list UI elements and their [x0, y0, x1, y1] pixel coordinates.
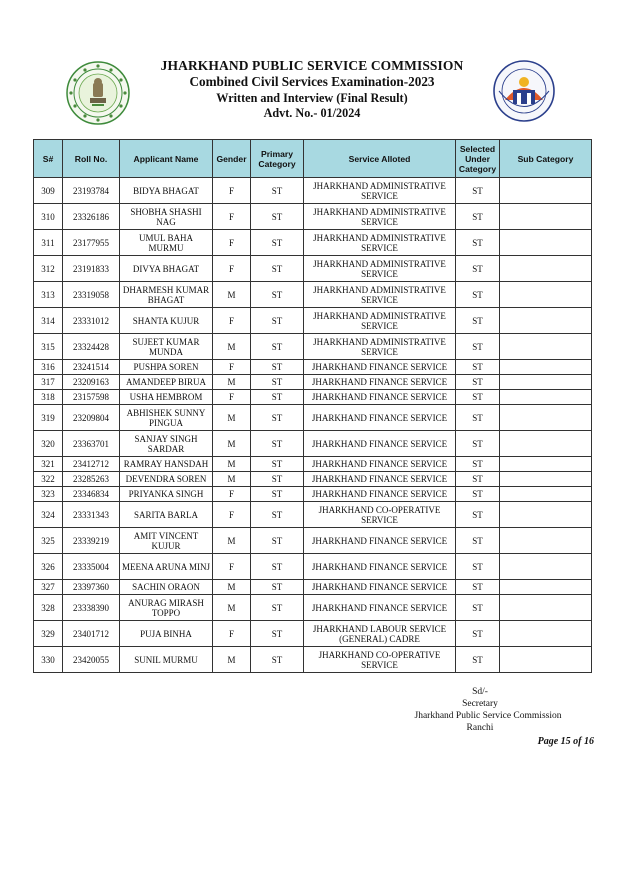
- cell-primary-category: ST: [251, 360, 304, 375]
- cell-gender: M: [213, 405, 251, 431]
- cell-sn: 311: [34, 230, 63, 256]
- col-header-sn: S#: [34, 140, 63, 178]
- cell-name: SUJEET KUMAR MUNDA: [120, 334, 213, 360]
- cell-selected-category: ST: [456, 178, 500, 204]
- cell-gender: F: [213, 230, 251, 256]
- col-header-primary-category: Primary Category: [251, 140, 304, 178]
- signatory-city: Ranchi: [466, 723, 494, 733]
- table-row: [34, 282, 592, 308]
- cell-gender: F: [213, 256, 251, 282]
- cell-name: ABHISHEK SUNNY PINGUA: [120, 405, 213, 431]
- table-row: [34, 230, 592, 256]
- cell-sn: 319: [34, 405, 63, 431]
- cell-primary-category: ST: [251, 595, 304, 621]
- org-title: JHARKHAND PUBLIC SERVICE COMMISSION: [160, 58, 464, 73]
- table-row: [34, 375, 592, 390]
- cell-sub-category: [500, 580, 592, 595]
- cell-sn: 322: [34, 472, 63, 487]
- cell-sn: 315: [34, 334, 63, 360]
- cell-roll: 23326186: [63, 204, 120, 230]
- cell-sub-category: [500, 308, 592, 334]
- table-row: [34, 595, 592, 621]
- cell-sub-category: [500, 204, 592, 230]
- table-row: [34, 457, 592, 472]
- cell-gender: M: [213, 580, 251, 595]
- cell-sub-category: [500, 178, 592, 204]
- cell-sn: 327: [34, 580, 63, 595]
- cell-service: JHARKHAND FINANCE SERVICE: [304, 472, 456, 487]
- cell-sub-category: [500, 405, 592, 431]
- cell-name: MEENA ARUNA MINJ: [120, 554, 213, 580]
- page-number: Page 15 of 16: [537, 736, 594, 747]
- table-header-row: [34, 140, 592, 178]
- result-table: [33, 139, 592, 673]
- cell-selected-category: ST: [456, 256, 500, 282]
- cell-roll: 23339219: [63, 528, 120, 554]
- cell-sub-category: [500, 554, 592, 580]
- cell-sn: 325: [34, 528, 63, 554]
- cell-roll: 23331343: [63, 502, 120, 528]
- cell-name: ANURAG MIRASH TOPPO: [120, 595, 213, 621]
- signature-mark: Sd/-: [472, 687, 488, 697]
- cell-selected-category: ST: [456, 230, 500, 256]
- cell-name: SARITA BARLA: [120, 502, 213, 528]
- cell-primary-category: ST: [251, 282, 304, 308]
- col-header-sub-category: Sub Category: [500, 140, 592, 178]
- cell-sn: 330: [34, 647, 63, 673]
- cell-roll: 23191833: [63, 256, 120, 282]
- cell-service: JHARKHAND LABOUR SERVICE (GENERAL) CADRE: [304, 621, 456, 647]
- cell-primary-category: ST: [251, 472, 304, 487]
- cell-sub-category: [500, 282, 592, 308]
- cell-selected-category: ST: [456, 580, 500, 595]
- cell-service: JHARKHAND FINANCE SERVICE: [304, 487, 456, 502]
- cell-service: JHARKHAND ADMINISTRATIVE SERVICE: [304, 256, 456, 282]
- table-row: [34, 405, 592, 431]
- cell-gender: F: [213, 487, 251, 502]
- cell-roll: 23397360: [63, 580, 120, 595]
- cell-sub-category: [500, 360, 592, 375]
- cell-selected-category: ST: [456, 431, 500, 457]
- cell-roll: 23346834: [63, 487, 120, 502]
- cell-sub-category: [500, 472, 592, 487]
- cell-sub-category: [500, 457, 592, 472]
- table-row: [34, 360, 592, 375]
- signatory-designation: Secretary: [462, 699, 498, 709]
- cell-name: SHOBHA SHASHI NAG: [120, 204, 213, 230]
- cell-selected-category: ST: [456, 621, 500, 647]
- cell-primary-category: ST: [251, 580, 304, 595]
- table-row: [34, 472, 592, 487]
- cell-name: UMUL BAHA MURMU: [120, 230, 213, 256]
- cell-service: JHARKHAND FINANCE SERVICE: [304, 457, 456, 472]
- cell-name: BIDYA BHAGAT: [120, 178, 213, 204]
- table-row: [34, 528, 592, 554]
- cell-gender: M: [213, 595, 251, 621]
- cell-sub-category: [500, 647, 592, 673]
- cell-primary-category: ST: [251, 405, 304, 431]
- cell-selected-category: ST: [456, 375, 500, 390]
- cell-roll: 23338390: [63, 595, 120, 621]
- cell-sn: 310: [34, 204, 63, 230]
- cell-primary-category: ST: [251, 256, 304, 282]
- cell-sn: 321: [34, 457, 63, 472]
- table-row: [34, 334, 592, 360]
- cell-name: RAMRAY HANSDAH: [120, 457, 213, 472]
- cell-service: JHARKHAND ADMINISTRATIVE SERVICE: [304, 178, 456, 204]
- cell-roll: 23401712: [63, 621, 120, 647]
- cell-roll: 23319058: [63, 282, 120, 308]
- cell-primary-category: ST: [251, 308, 304, 334]
- cell-gender: F: [213, 178, 251, 204]
- cell-name: PRIYANKA SINGH: [120, 487, 213, 502]
- cell-service: JHARKHAND CO-OPERATIVE SERVICE: [304, 647, 456, 673]
- cell-sub-category: [500, 621, 592, 647]
- cell-roll: 23193784: [63, 178, 120, 204]
- cell-gender: M: [213, 528, 251, 554]
- cell-sub-category: [500, 487, 592, 502]
- cell-selected-category: ST: [456, 334, 500, 360]
- cell-sn: 324: [34, 502, 63, 528]
- cell-selected-category: ST: [456, 647, 500, 673]
- cell-selected-category: ST: [456, 360, 500, 375]
- cell-service: JHARKHAND FINANCE SERVICE: [304, 554, 456, 580]
- cell-gender: F: [213, 554, 251, 580]
- cell-selected-category: ST: [456, 204, 500, 230]
- cell-selected-category: ST: [456, 282, 500, 308]
- cell-roll: 23241514: [63, 360, 120, 375]
- cell-gender: M: [213, 375, 251, 390]
- cell-roll: 23412712: [63, 457, 120, 472]
- cell-selected-category: ST: [456, 502, 500, 528]
- cell-selected-category: ST: [456, 457, 500, 472]
- table-row: [34, 204, 592, 230]
- table-row: [34, 256, 592, 282]
- cell-sub-category: [500, 334, 592, 360]
- cell-selected-category: ST: [456, 554, 500, 580]
- cell-primary-category: ST: [251, 554, 304, 580]
- cell-primary-category: ST: [251, 230, 304, 256]
- cell-name: PUJA BINHA: [120, 621, 213, 647]
- table-row: [34, 621, 592, 647]
- cell-sub-category: [500, 595, 592, 621]
- cell-service: JHARKHAND CO-OPERATIVE SERVICE: [304, 502, 456, 528]
- cell-name: DIVYA BHAGAT: [120, 256, 213, 282]
- cell-sub-category: [500, 390, 592, 405]
- cell-sub-category: [500, 528, 592, 554]
- cell-service: JHARKHAND FINANCE SERVICE: [304, 595, 456, 621]
- cell-service: JHARKHAND FINANCE SERVICE: [304, 390, 456, 405]
- cell-sub-category: [500, 502, 592, 528]
- cell-name: USHA HEMBROM: [120, 390, 213, 405]
- cell-service: JHARKHAND ADMINISTRATIVE SERVICE: [304, 204, 456, 230]
- cell-sn: 316: [34, 360, 63, 375]
- cell-gender: M: [213, 457, 251, 472]
- cell-selected-category: ST: [456, 487, 500, 502]
- cell-selected-category: ST: [456, 390, 500, 405]
- cell-roll: 23285263: [63, 472, 120, 487]
- col-header-roll: Roll No.: [63, 140, 120, 178]
- cell-name: SUNIL MURMU: [120, 647, 213, 673]
- col-header-name: Applicant Name: [120, 140, 213, 178]
- cell-gender: F: [213, 308, 251, 334]
- cell-gender: M: [213, 647, 251, 673]
- table-row: [34, 390, 592, 405]
- cell-primary-category: ST: [251, 334, 304, 360]
- cell-name: SANJAY SINGH SARDAR: [120, 431, 213, 457]
- cell-primary-category: ST: [251, 431, 304, 457]
- cell-name: SACHIN ORAON: [120, 580, 213, 595]
- table-row: [34, 178, 592, 204]
- cell-service: JHARKHAND FINANCE SERVICE: [304, 431, 456, 457]
- cell-primary-category: ST: [251, 178, 304, 204]
- cell-gender: F: [213, 360, 251, 375]
- cell-gender: M: [213, 334, 251, 360]
- cell-primary-category: ST: [251, 528, 304, 554]
- cell-roll: 23331012: [63, 308, 120, 334]
- cell-sn: 313: [34, 282, 63, 308]
- cell-sn: 318: [34, 390, 63, 405]
- advt-number: Advt. No.- 01/2024: [263, 106, 361, 120]
- cell-gender: M: [213, 282, 251, 308]
- cell-sn: 312: [34, 256, 63, 282]
- cell-name: AMIT VINCENT KUJUR: [120, 528, 213, 554]
- cell-primary-category: ST: [251, 647, 304, 673]
- result-title: Written and Interview (Final Result): [216, 91, 408, 105]
- cell-gender: F: [213, 621, 251, 647]
- cell-selected-category: ST: [456, 308, 500, 334]
- table-row: [34, 308, 592, 334]
- cell-sn: 323: [34, 487, 63, 502]
- table-row: [34, 502, 592, 528]
- cell-selected-category: ST: [456, 595, 500, 621]
- cell-gender: F: [213, 204, 251, 230]
- cell-service: JHARKHAND ADMINISTRATIVE SERVICE: [304, 334, 456, 360]
- cell-sn: 326: [34, 554, 63, 580]
- cell-service: JHARKHAND FINANCE SERVICE: [304, 528, 456, 554]
- cell-roll: 23209804: [63, 405, 120, 431]
- col-header-gender: Gender: [213, 140, 251, 178]
- cell-sn: 329: [34, 621, 63, 647]
- col-header-service: Service Alloted: [304, 140, 456, 178]
- cell-sub-category: [500, 431, 592, 457]
- cell-selected-category: ST: [456, 405, 500, 431]
- signatory-org: Jharkhand Public Service Commission: [414, 711, 562, 721]
- table-row: [34, 647, 592, 673]
- cell-roll: 23157598: [63, 390, 120, 405]
- cell-roll: 23420055: [63, 647, 120, 673]
- cell-gender: F: [213, 390, 251, 405]
- cell-roll: 23363701: [63, 431, 120, 457]
- cell-sn: 317: [34, 375, 63, 390]
- cell-sn: 309: [34, 178, 63, 204]
- cell-service: JHARKHAND FINANCE SERVICE: [304, 405, 456, 431]
- cell-sub-category: [500, 256, 592, 282]
- cell-primary-category: ST: [251, 375, 304, 390]
- table-row: [34, 431, 592, 457]
- table-row: [34, 554, 592, 580]
- cell-sn: 328: [34, 595, 63, 621]
- cell-roll: 23177955: [63, 230, 120, 256]
- cell-name: DEVENDRA SOREN: [120, 472, 213, 487]
- cell-name: DHARMESH KUMAR BHAGAT: [120, 282, 213, 308]
- cell-gender: F: [213, 502, 251, 528]
- cell-service: JHARKHAND FINANCE SERVICE: [304, 375, 456, 390]
- cell-sub-category: [500, 230, 592, 256]
- cell-service: JHARKHAND FINANCE SERVICE: [304, 360, 456, 375]
- cell-gender: M: [213, 472, 251, 487]
- cell-sn: 320: [34, 431, 63, 457]
- cell-primary-category: ST: [251, 487, 304, 502]
- cell-roll: 23209163: [63, 375, 120, 390]
- exam-title: Combined Civil Services Examination-2023: [189, 74, 435, 89]
- cell-selected-category: ST: [456, 472, 500, 487]
- cell-service: JHARKHAND ADMINISTRATIVE SERVICE: [304, 308, 456, 334]
- cell-sn: 314: [34, 308, 63, 334]
- cell-primary-category: ST: [251, 390, 304, 405]
- cell-roll: 23335004: [63, 554, 120, 580]
- cell-sub-category: [500, 375, 592, 390]
- cell-service: JHARKHAND ADMINISTRATIVE SERVICE: [304, 230, 456, 256]
- cell-gender: M: [213, 431, 251, 457]
- cell-primary-category: ST: [251, 502, 304, 528]
- cell-roll: 23324428: [63, 334, 120, 360]
- col-header-selected-category: Selected Under Category: [456, 140, 500, 178]
- table-row: [34, 487, 592, 502]
- cell-name: SHANTA KUJUR: [120, 308, 213, 334]
- cell-name: PUSHPA SOREN: [120, 360, 213, 375]
- table-row: [34, 580, 592, 595]
- cell-primary-category: ST: [251, 204, 304, 230]
- cell-service: JHARKHAND FINANCE SERVICE: [304, 580, 456, 595]
- cell-selected-category: ST: [456, 528, 500, 554]
- cell-primary-category: ST: [251, 621, 304, 647]
- cell-name: AMANDEEP BIRUA: [120, 375, 213, 390]
- cell-service: JHARKHAND ADMINISTRATIVE SERVICE: [304, 282, 456, 308]
- cell-primary-category: ST: [251, 457, 304, 472]
